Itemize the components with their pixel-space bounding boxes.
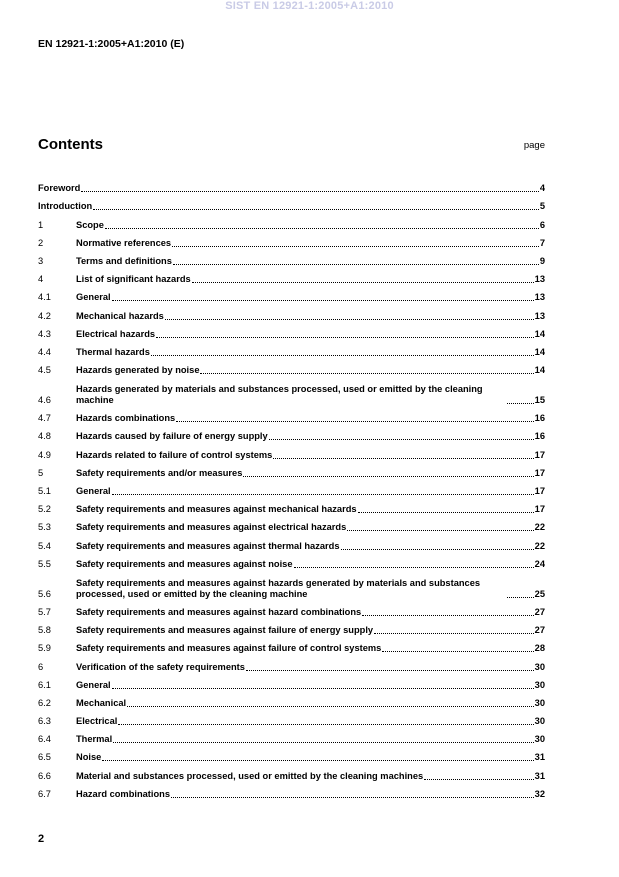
page-title: Contents [38,136,103,153]
toc-entry-page: 7 [539,237,545,248]
toc-entry[interactable] [38,212,545,230]
toc-entry-page: 5 [539,201,545,212]
toc-entry-number: 4.6 [38,395,51,406]
toc-entry-title: Hazards generated by noise [76,365,200,376]
toc-entry-number: 6.2 [38,697,51,708]
toc-entry[interactable] [38,673,545,691]
toc-entry-title: General [76,292,111,303]
toc-entry[interactable] [38,176,545,194]
toc-entry-title: Safety requirements and measures against failure of energy supply [76,625,374,636]
dot-leader [105,227,539,229]
toc-entry-title: Hazards generated by materials and substances processed, used or emitted by the cleaning machine [76,384,483,406]
toc-entry[interactable] [38,442,545,460]
toc-entry[interactable] [38,479,545,497]
toc-entry-title: General [76,486,111,496]
toc-entry-title: Hazard combinations [76,788,171,799]
toc-entry-title: Safety requirements and/or measures [76,467,243,478]
toc-entry-page: 4 [539,183,545,194]
toc-entry-page: 13 [534,274,545,285]
toc-entry[interactable] [38,763,545,781]
toc-entry-number: 4.5 [38,365,51,376]
toc-entry-number: 5.1 [38,486,51,496]
toc-entry-page: 15 [534,395,545,406]
toc-entry-title: Hazards combinations [76,413,176,424]
toc-entry-number: 5.4 [38,540,51,551]
dot-leader [176,420,533,422]
page-column-label: page [523,140,545,151]
toc-entry-page: 25 [534,588,545,599]
toc-entry-page: 17 [534,504,545,515]
dot-leader [102,759,533,761]
toc-entry-number: 4.1 [38,292,51,303]
toc-entry[interactable] [38,285,545,303]
toc-entry-title: Introduction [38,201,93,212]
toc-entry[interactable] [38,636,545,654]
toc-entry[interactable] [38,340,545,358]
toc-entry[interactable] [38,358,545,376]
toc-entry-page: 22 [534,522,545,533]
toc-entry-page: 9 [539,255,545,266]
dot-leader [173,263,539,265]
toc-entry-number: 6.6 [38,770,51,781]
toc-entry-number: 6.3 [38,716,51,727]
toc-entry-title: Material and substances processed, used or emitted by the cleaning machines [76,770,424,781]
toc-entry-number: 3 [38,255,44,266]
toc-entry-number: 5.7 [38,606,51,617]
dot-leader [507,596,534,598]
dot-leader [273,457,533,459]
dot-leader [127,705,534,707]
toc-entry-page: 30 [534,679,545,690]
toc-entry-page: 30 [534,661,545,672]
toc-entry-page: 22 [534,540,545,551]
toc-entry[interactable] [38,745,545,763]
toc-entry-title: Normative references [76,237,172,248]
toc-entry-page: 16 [534,413,545,424]
dot-leader [269,438,534,440]
toc-entry[interactable] [38,424,545,442]
toc-entry-page: 13 [534,292,545,303]
toc-entry[interactable] [38,231,545,249]
toc-entry-title: Safety requirements and measures against mechanical hazards [76,504,357,515]
toc-entry-number: 5.2 [38,504,51,515]
toc-entry-page: 28 [534,643,545,654]
toc-entry-page: 14 [534,346,545,357]
toc-entry[interactable] [38,782,545,800]
toc-entry-number: 4.4 [38,346,51,357]
table-of-contents [38,176,545,800]
dot-leader [347,529,533,531]
toc-entry[interactable] [38,570,545,600]
dot-leader [507,402,534,404]
toc-entry-title: Hazards caused by failure of energy supply [76,431,268,442]
toc-entry[interactable] [38,406,545,424]
dot-leader [172,245,539,247]
toc-entry-page: 13 [534,310,545,321]
toc-entry[interactable] [38,461,545,479]
dot-leader [358,511,534,513]
toc-entry-number: 6.4 [38,734,51,745]
dot-leader [424,778,533,780]
toc-entry[interactable] [38,267,545,285]
dot-leader [112,493,534,495]
toc-entry-title: General [76,679,111,690]
dot-leader [118,723,533,725]
dot-leader [151,354,534,356]
dot-leader [112,299,534,301]
toc-entry[interactable] [38,709,545,727]
toc-entry-page: 31 [534,752,545,763]
toc-entry[interactable] [38,249,545,267]
toc-entry[interactable] [38,691,545,709]
toc-entry-number: 4.2 [38,310,51,321]
toc-entry[interactable] [38,303,545,321]
dot-leader [113,741,533,743]
toc-entry-page: 31 [534,770,545,781]
watermark: SIST EN 12921-1:2005+A1:2010 [225,0,394,12]
toc-entry[interactable] [38,194,545,212]
toc-entry-page: 32 [534,788,545,799]
toc-entry-title: Thermal [76,734,113,745]
toc-entry-title: Electrical [76,716,118,727]
toc-entry-page: 17 [534,486,545,496]
dot-leader [192,281,534,283]
dot-leader [93,208,539,210]
toc-entry-title: Safety requirements and measures against hazard combinations [76,606,362,617]
toc-entry-number: 5.3 [38,522,51,533]
toc-entry-number: 6 [38,661,44,672]
toc-entry-title: Mechanical hazards [76,310,164,321]
dot-leader [112,687,534,689]
toc-entry-number: 6.1 [38,679,51,690]
toc-entry-page: 14 [534,365,545,376]
toc-entry-page: 17 [534,449,545,460]
toc-entry-number: 5.9 [38,643,51,654]
toc-entry[interactable] [38,515,545,533]
toc-entry-title: Noise [76,752,102,763]
toc-entry-page: 27 [534,625,545,636]
toc-entry[interactable] [38,497,545,515]
toc-entry[interactable] [38,376,545,406]
dot-leader [382,650,533,652]
toc-entry-title: Safety requirements and measures against electrical hazards [76,522,347,533]
dot-leader [156,336,534,338]
toc-entry-page: 17 [534,467,545,478]
toc-entry-title: Thermal hazards [76,346,150,357]
toc-entry-title: Scope [76,219,104,230]
toc-entry-title: Hazards related to failure of control systems [76,449,273,460]
toc-entry-page: 14 [534,328,545,339]
toc-entry-title: Safety requirements and measures against failure of control systems [76,643,382,654]
page-number: 2 [38,833,45,845]
toc-entry[interactable] [38,654,545,672]
toc-entry[interactable] [38,322,545,340]
toc-entry-title: Safety requirements and measures against hazards generated by materials and substances processed, used or emitted by the cleaning machine [76,577,481,599]
dot-leader [294,566,534,568]
dot-leader [171,796,534,798]
toc-entry-title: Safety requirements and measures against thermal hazards [76,540,340,551]
toc-entry-number: 5.6 [38,588,51,599]
toc-entry[interactable] [38,552,545,570]
toc-entry-number: 4.8 [38,431,51,442]
dot-leader [243,475,533,477]
toc-entry-number: 1 [38,219,44,230]
toc-entry-number: 4.7 [38,413,51,424]
toc-entry-number: 2 [38,237,44,248]
toc-entry-title: Electrical hazards [76,328,156,339]
toc-entry-page: 30 [534,716,545,727]
document-id: EN 12921-1:2005+A1:2010 (E) [38,38,185,50]
toc-entry-page: 6 [539,219,545,230]
toc-entry-page: 16 [534,431,545,442]
toc-entry[interactable] [38,727,545,745]
dot-leader [81,190,538,192]
dot-leader [200,372,533,374]
toc-entry[interactable] [38,618,545,636]
dot-leader [246,669,534,671]
toc-entry-number: 6.7 [38,788,51,799]
dot-leader [362,614,533,616]
toc-entry-title: Foreword [38,183,81,194]
toc-entry-number: 5 [38,467,44,478]
toc-entry[interactable] [38,600,545,618]
toc-entry-title: Terms and definitions [76,255,172,266]
toc-entry-page: 30 [534,734,545,745]
dot-leader [341,548,534,550]
toc-entry-title: Verification of the safety requirements [76,661,245,672]
toc-entry-page: 27 [534,606,545,617]
toc-entry-number: 5.8 [38,625,51,636]
toc-entry-number: 4 [38,274,44,285]
toc-entry-title: Mechanical [76,697,127,708]
dot-leader [165,318,534,320]
toc-entry-number: 5.5 [38,558,51,569]
toc-entry[interactable] [38,533,545,551]
toc-entry-page: 24 [534,558,545,569]
toc-entry-number: 6.5 [38,752,51,763]
toc-entry-title: Safety requirements and measures against noise [76,558,293,569]
dot-leader [374,632,534,634]
toc-entry-page: 30 [534,697,545,708]
toc-entry-number: 4.9 [38,449,51,460]
toc-entry-number: 4.3 [38,328,51,339]
toc-entry-title: List of significant hazards [76,274,191,285]
